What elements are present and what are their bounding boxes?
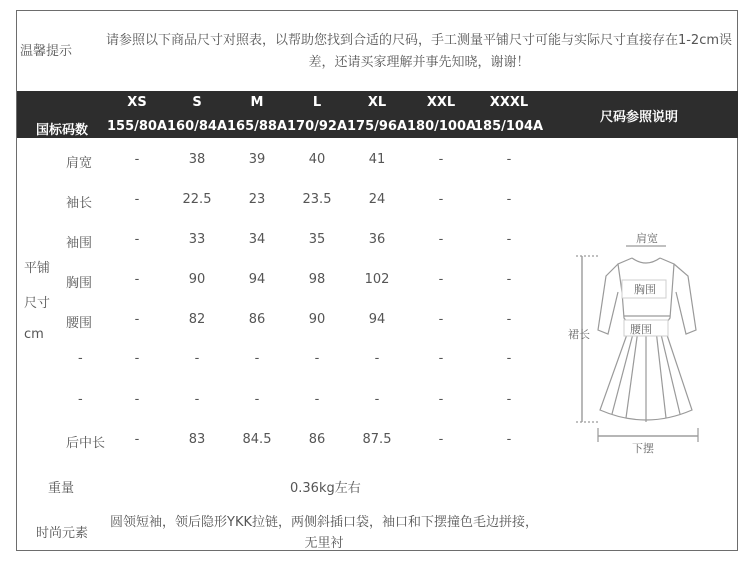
height-m: 165/88A xyxy=(227,119,288,134)
size-xs: XS xyxy=(127,95,147,110)
dress-diagram xyxy=(560,230,710,460)
row-label: 袖长 xyxy=(66,196,93,211)
table-cell: - xyxy=(194,351,200,366)
table-cell: - xyxy=(438,392,444,407)
row-label: 胸围 xyxy=(66,276,93,291)
size-m: M xyxy=(250,95,264,110)
group-label-line1: 平铺 xyxy=(24,261,51,276)
style-label: 时尚元素 xyxy=(36,526,89,541)
table-cell: 90 xyxy=(188,272,206,287)
table-cell: 83 xyxy=(188,432,206,447)
size-xl: XL xyxy=(367,95,387,110)
height-l: 170/92A xyxy=(287,119,348,134)
table-cell: 24 xyxy=(368,192,386,207)
table-cell: - xyxy=(438,192,444,207)
table-cell: - xyxy=(438,432,444,447)
table-cell: - xyxy=(506,272,512,287)
diagram-shoulder-label: 肩宽 xyxy=(636,232,658,245)
table-cell: - xyxy=(438,351,444,366)
height-xl: 175/96A xyxy=(347,119,408,134)
table-cell: - xyxy=(254,351,260,366)
table-cell: - xyxy=(438,152,444,167)
table-cell: 34 xyxy=(248,232,266,247)
table-cell: - xyxy=(194,392,200,407)
table-cell: 87.5 xyxy=(362,432,392,447)
notice-label: 温馨提示 xyxy=(20,44,73,59)
diagram-length-label: 裙长 xyxy=(568,328,590,341)
size-s: S xyxy=(192,95,202,110)
weight-value: 0.36kg左右 xyxy=(290,481,361,496)
table-cell: - xyxy=(134,392,140,407)
table-cell: - xyxy=(438,312,444,327)
table-cell: 102 xyxy=(364,272,390,287)
table-cell: 35 xyxy=(308,232,326,247)
size-reference-label: 尺码参照说明 xyxy=(600,110,679,125)
group-label-line2: 尺寸 xyxy=(24,296,51,311)
table-cell: - xyxy=(506,152,512,167)
height-xxxl: 185/104A xyxy=(474,119,544,134)
table-cell: - xyxy=(506,432,512,447)
row-label: - xyxy=(78,351,83,366)
table-cell: 84.5 xyxy=(242,432,272,447)
height-s: 160/84A xyxy=(167,119,228,134)
table-cell: 38 xyxy=(188,152,206,167)
table-cell: 23.5 xyxy=(302,192,332,207)
row-label: 袖围 xyxy=(66,236,93,251)
table-cell: 22.5 xyxy=(182,192,212,207)
table-cell: 90 xyxy=(308,312,326,327)
style-text: 圆领短袖，领后隐形YKK拉链，两侧斜插口袋，袖口和下摆撞色毛边拼接，无里衬 xyxy=(110,515,538,551)
table-cell: 36 xyxy=(368,232,386,247)
table-cell: - xyxy=(506,351,512,366)
size-xxxl: XXXL xyxy=(489,95,529,110)
table-cell: - xyxy=(374,392,380,407)
table-cell: - xyxy=(374,351,380,366)
table-cell: 23 xyxy=(248,192,266,207)
table-cell: - xyxy=(134,152,140,167)
table-cell: 39 xyxy=(248,152,266,167)
weight-label: 重量 xyxy=(48,481,75,496)
table-cell: - xyxy=(134,192,140,207)
diagram-waist-label: 腰围 xyxy=(630,323,652,336)
diagram-hem-label: 下摆 xyxy=(632,442,654,455)
height-xxl: 180/100A xyxy=(407,119,477,134)
group-label-line3: cm xyxy=(24,327,44,342)
table-cell: 94 xyxy=(368,312,386,327)
table-cell: - xyxy=(134,272,140,287)
table-cell: - xyxy=(134,432,140,447)
height-xs: 155/80A xyxy=(107,119,168,134)
table-cell: 86 xyxy=(308,432,326,447)
table-cell: 86 xyxy=(248,312,266,327)
row-label: - xyxy=(78,392,83,407)
table-cell: - xyxy=(438,272,444,287)
table-cell: - xyxy=(134,232,140,247)
row-label: 后中长 xyxy=(66,436,106,451)
size-xxl: XXL xyxy=(426,95,456,110)
diagram-chest-label: 胸围 xyxy=(634,283,656,296)
table-cell: 94 xyxy=(248,272,266,287)
table-cell: - xyxy=(314,351,320,366)
table-cell: - xyxy=(506,392,512,407)
table-cell: 82 xyxy=(188,312,206,327)
row-label: 腰围 xyxy=(66,316,93,331)
row-label: 肩宽 xyxy=(66,156,93,171)
table-cell: 33 xyxy=(188,232,206,247)
size-l: L xyxy=(312,95,322,110)
table-cell: 41 xyxy=(368,152,386,167)
table-cell: - xyxy=(506,232,512,247)
table-cell: - xyxy=(254,392,260,407)
table-cell: 98 xyxy=(308,272,326,287)
table-cell: 40 xyxy=(308,152,326,167)
table-cell: - xyxy=(506,192,512,207)
table-cell: - xyxy=(438,232,444,247)
table-cell: - xyxy=(134,312,140,327)
table-cell: - xyxy=(314,392,320,407)
table-cell: - xyxy=(506,312,512,327)
notice-text: 请参照以下商品尺寸对照表，以帮助您找到合适的尺码，手工测量平铺尺寸可能与实际尺寸直接存在1-2cm误差，还请买家理解并事先知晓，谢谢！ xyxy=(105,33,733,70)
national-size-label: 国标码数 xyxy=(36,123,89,138)
table-cell: - xyxy=(134,351,140,366)
